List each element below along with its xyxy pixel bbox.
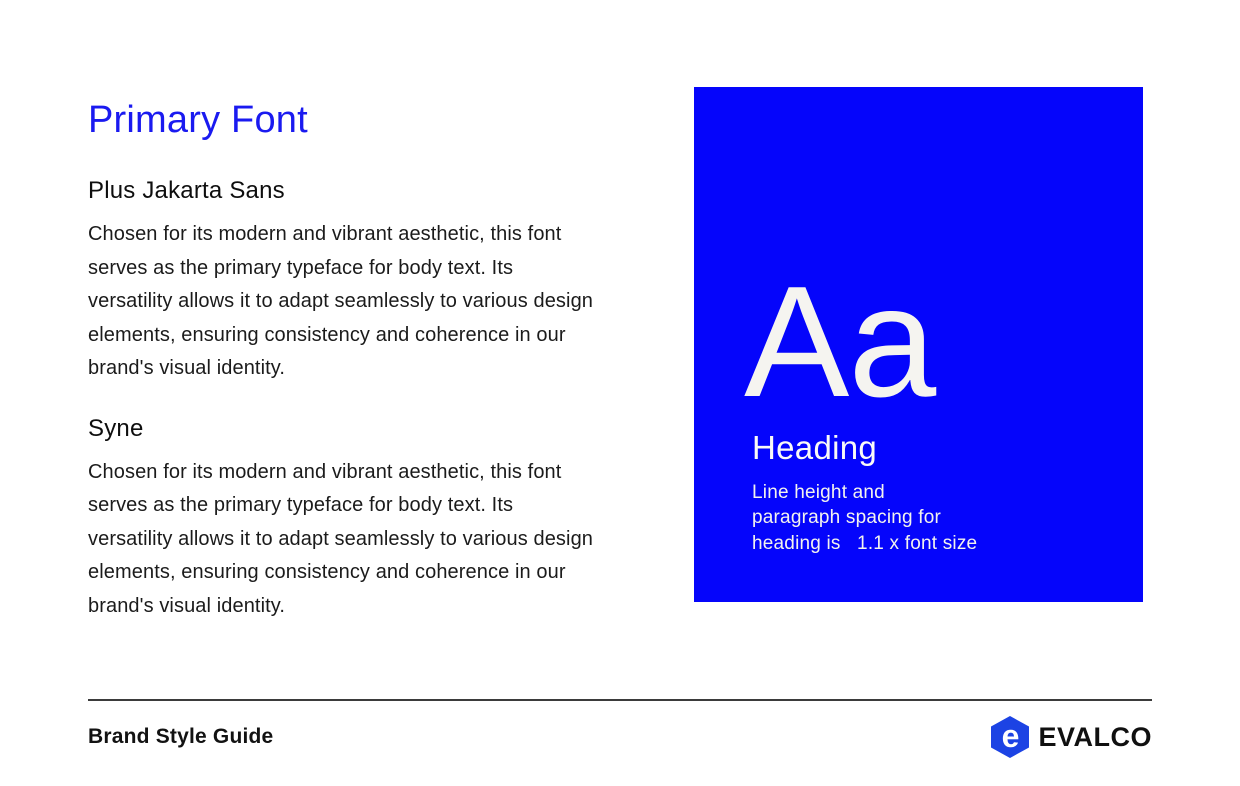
- footer-divider: [88, 699, 1152, 701]
- specimen-heading-label: Heading: [752, 428, 878, 466]
- font-description: Chosen for its modern and vibrant aesthetic, this font serves as the primary typeface for body text. Its versatility allows it to adapt seamlessly to various design elements, ensuring consistency and coherence in our brand's visual identity.: [88, 223, 594, 379]
- svg-text:e: e: [1002, 718, 1020, 754]
- page-title: Primary Font: [88, 99, 308, 141]
- hexagon-e-icon: [990, 715, 1030, 759]
- specimen-aa: Aa: [744, 253, 936, 430]
- font-description: Chosen for its modern and vibrant aesthetic, this font serves as the primary typeface for body text. Its versatility allows it to adapt seamlessly to various design elements, ensuring consistency and coherence in our brand's visual identity.: [88, 460, 594, 617]
- font-name-heading: Syne: [88, 414, 144, 442]
- logo-wordmark: EVALCO: [1038, 721, 1152, 752]
- font-specimen-card: [694, 87, 1143, 602]
- font-name-heading: Plus Jakarta Sans: [88, 177, 285, 204]
- specimen-note: [752, 480, 1085, 557]
- font-section-syne: [88, 414, 678, 624]
- footer: [88, 712, 1152, 762]
- font-sections: [88, 176, 678, 651]
- font-section-plus-jakarta-sans: [88, 176, 678, 386]
- footer-label: Brand Style Guide: [88, 725, 274, 748]
- specimen-note-line: paragraph spacing for: [752, 507, 942, 528]
- evalco-logo: [990, 715, 1152, 759]
- specimen-note-line: heading is 1.1 x font size: [752, 532, 978, 554]
- specimen-note-line: Line height and: [752, 481, 885, 503]
